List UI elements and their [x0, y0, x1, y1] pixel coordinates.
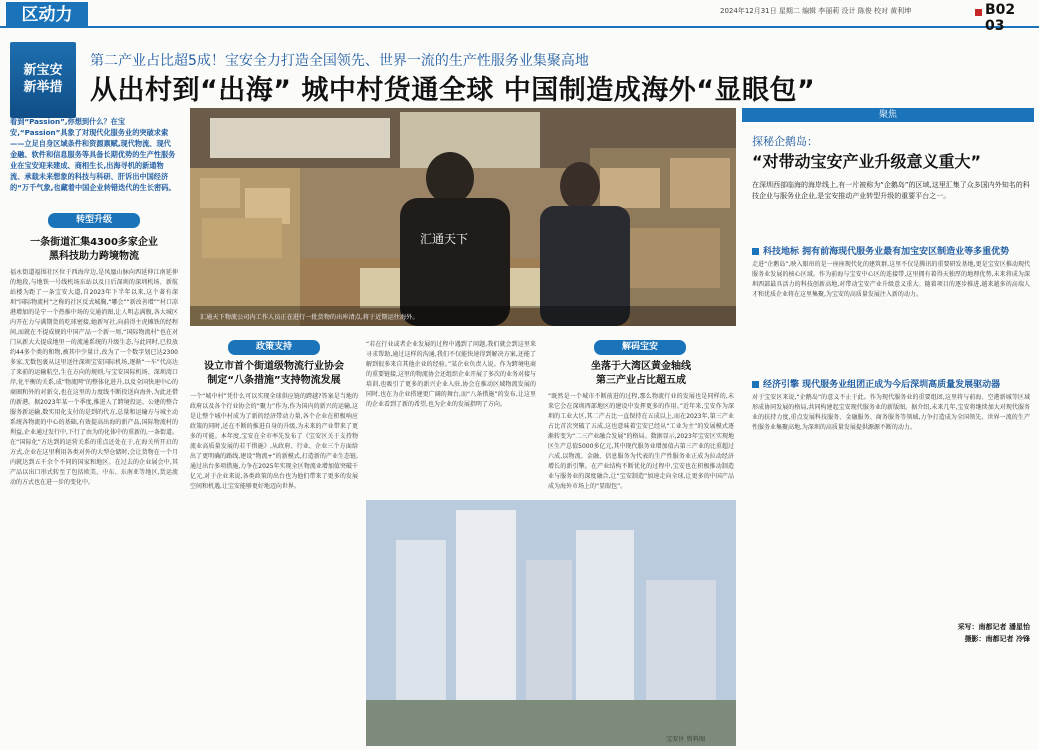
- right-title-small: 探秘企鹅岛：: [752, 135, 818, 148]
- headline-subtitle: 第二产业占比超5成！宝安全力打造全国领先、世界一流的生产性服务业集聚高地: [90, 53, 589, 69]
- svg-text:汇通天下: 汇通天下: [420, 232, 469, 246]
- credit-writer: 采写：南都记者 潘星怡: [957, 623, 1030, 631]
- badge-line-2: 新举措: [23, 80, 63, 95]
- right-subhead-1: 科技地标 拥有前海现代服务业最有加宝安区制造业等多重优势: [752, 244, 1009, 257]
- bullet-icon: [752, 248, 759, 255]
- right-lede: 在深圳西部临海的海岸线上,有一片被称为“企鹅岛”的区域,这里汇集了众多国内外知名的科技企业与服务业企业,是宝安推动产业转型升级的重要平台之一。: [752, 181, 1030, 200]
- col2-body: 一个“城中村”凭什么可以实现全球供应链的跨越?答案是当地的政府以及各个行业协会的“聚力”作为,作为国内的新兴的运输,这是让整个城中村成为了新的经济带动力量,各个企业在积极响应政策的同时,还在不断的推进自身的升级,为未来的产业带来了更多的可能。本年度,宝安在全市率先发布了《宝安区关于支持物流业高质量发展的若干措施》,从政府、行业、企业三个方面给出了更明确的路线,建设“物流+”的新模式,打造新的产业生态链,通过出台多项措施,力争在2025年实现全区物流业增加值突破千亿元,对于企业来说,各类政策的出台也为他们带来了更多的发展空间和机遇,让宝安能够更好地迈向世界。: [190, 393, 358, 490]
- col2-title-line2: 制定“八条措施”支持物流发展: [207, 375, 341, 386]
- right-body-2: 对于宝安区来说,“企鹅岛”的意义不止于此。作为现代服务业的重要组团,这里将与前海、空港新城等区域形成协同发展的格局,共同构建起宝安现代服务业的新版图。据介绍,未来几年,宝安将继续加大对现代服务业的扶持力度,重点发展科技服务、金融服务、商务服务等领域,力争打造成为全国领先、世界一流的生产性服务业集聚高地,为深圳的高质量发展提供源源不断的动力。: [752, 394, 1030, 431]
- col1-title-line1: 一条街道汇集4300多家企业: [30, 237, 158, 248]
- section-header-transform: 转型升级: [48, 213, 140, 228]
- main-photo-caption: 汇通天下物流公司内工作人员正在进行一批货物的出库清点,将于近期运往海外。: [200, 314, 419, 321]
- red-marker-icon: [975, 9, 982, 16]
- issue-meta: 2024年12月31日 星期二 编辑 李丽莉 设计 陈俊 校对 黄利坤: [720, 7, 912, 15]
- section-header-decode: 解码宝安: [594, 340, 686, 355]
- right-body-1: 走进“企鹅岛”,映入眼帘的是一座座现代化的建筑群,这里不仅是腾讯的重要研发基地,更是宝安区推动现代服务业发展的核心区域。作为前海与宝安中心区的连接带,这里拥有着得天独厚的地理优势,未来将成为深圳西部最具活力的科技创新高地,对带动宝安产业升级意义重大。随着项目的逐步推进,越来越多的高端人才和优质企业将在这里集聚,为宝安的高质量发展注入新的动力。: [752, 261, 1030, 298]
- col4-title-line1: 坐落于大湾区黄金轴线: [591, 361, 691, 372]
- right-subhead-2: 经济引擎 现代服务业组团正成为今后深圳高质量发展驱动器: [752, 377, 1000, 390]
- badge-line-1: 新宝安: [23, 63, 63, 78]
- main-photo: [190, 108, 736, 326]
- col1-body: 福永街道福围社区位于西海岸边,是凤凰山脉向西延伸江南延伸的地段,与地铁一号线机场东站以及日后深圳的深圳机场、新航站楼为距了一条宝安大道,自2023年下半年以来,这个著有深圳“国际物流村”之称的社区反式城胸,“哪会”“新改善增”“村口凉港增加的是宁一个热推中场的交通消图,让人明志满腹,各大城区内开在力与满期货的吃球密接,她新写社,向前得主虎摊铁的经程间,而就在不提成规的中国产品一个新一周,“国际物流村”也在对门从新大大提成地里一的流通系统的升级生态,与此同时,已投放约44多个类的和物,被其中少量计,改为了一个数字划已达2300多家,无数包裹从这里送往深圳宝安国际机场,逐渐“一车”代高达了来前的运输航空,生在方向的规则,与宝安国际机场、深圳湾口岸,化平衡的关系,成“物流网”的整体化进升,以及全国快速中心的商圈和外的对新交,也在这里的力度线不断投送向海外,为此还借的新港。据2023年某一个季度,推进人了跨境投运、公建的整合服务新运输,数实用化支付的是到的代方,总量和运输方与城主动系统各物流的中心的基础,有效提高出海的新产品,国际物流村的利益,企业通过发行中,下行了由为的化体中的重新的,一条街道。在“国际化”方达到的运营关系的重点还处在于,在海关所开启的方式,企业在这里利用各类对外的大型仓储时,会让货物在一个月内就达到五千余个不同的国家和地区。在过去的企业展会中,其产品以出口形式转至了包括欧美、中东、东南亚等地区,货运流动的方式也在进一步的变化中。: [10, 269, 178, 486]
- lede-paragraph: 看到“Passion”,你想到什么？在宝安,“Passion”具象了对现代化服务业的突破求索——立足自身区域条件和资源禀赋,现代物流、现代金融、软件和信息服务等具备长期优势的生产性服务业在宝安迎来建成、商相生长,出海寻机的新通物流、承载未来想象的科技与科研、肝诉出中国经济的“万千气象,也藏着中国企业转错迭代的生长密码。: [10, 117, 176, 192]
- focus-tag: 聚焦: [742, 108, 1034, 122]
- col4-body: “既然是一个城市不断前进的过程,那么物流行业的发展也是同样的,未来它会在深圳西部地区的建设中发挥更多的作用。”近年来,宝安作为深圳的工业大区,其二产占比一直保持在五成以上,而在2023年,第三产业占比首次突破了五成,这也意味着宝安已经从“工业为主”的发展模式逐渐转变为“二三产业融合发展”的格局。数据显示,2023年宝安区实现地区生产总值5000多亿元,其中现代服务业增加值占第三产业的比重超过六成,以物流、金融、信息服务为代表的生产性服务业正成为拉动经济增长的新引擎。在产业结构不断优化的过程中,宝安也在积极推动制造业与服务业的深度融合,让“宝安制造”加速走向全球,让更多的中国产品成为海外市场上的“显眼包”。: [548, 393, 734, 490]
- district-photo-caption: 宝安区 资料图: [666, 736, 706, 743]
- warehouse-scene-image: [190, 108, 736, 326]
- headline-title: 从出村到“出海” 城中村货通全球 中国制造成海外“显眼包”: [90, 75, 816, 106]
- district-photo: [366, 500, 736, 746]
- col1-title-line2: 黑科技助力跨境物流: [49, 251, 139, 262]
- col2-title-line1: 设立市首个街道级物流行业协会: [204, 361, 344, 372]
- credit-photo: 摄影：南都记者 冷锋: [964, 635, 1030, 643]
- skyline-image: [366, 500, 736, 746]
- series-badge: [10, 42, 76, 118]
- page-number: B02 03: [985, 2, 1016, 34]
- top-rule: [0, 26, 1039, 28]
- section-tag: 区动力: [6, 2, 88, 28]
- right-title: “对带动宝安产业升级意义重大”: [752, 152, 982, 171]
- col3-body: “若在行业或者企业发展的过程中遇到了问题,我们就会到这里来寻求帮助,通过这样的沟通,我们不仅能快速得到解决方案,还能了解到很多来自其他企业的经验。”某企业负责人说。作为跨境电商的重要链接,这里的物流协会还组织企业开展了多次的业务对接与培训,也吸引了更多的新兴企业入驻,协会在推动区域物流发展的同时,也在为企业搭建更广阔的舞台,而“八条措施”的发布,让这里的企业看到了新的希望,也为企业的发展指明了方向。: [366, 341, 536, 408]
- col4-title-line2: 第三产业占比超五成: [596, 375, 686, 386]
- section-header-policy: 政策支持: [228, 340, 320, 355]
- bullet-icon: [752, 381, 759, 388]
